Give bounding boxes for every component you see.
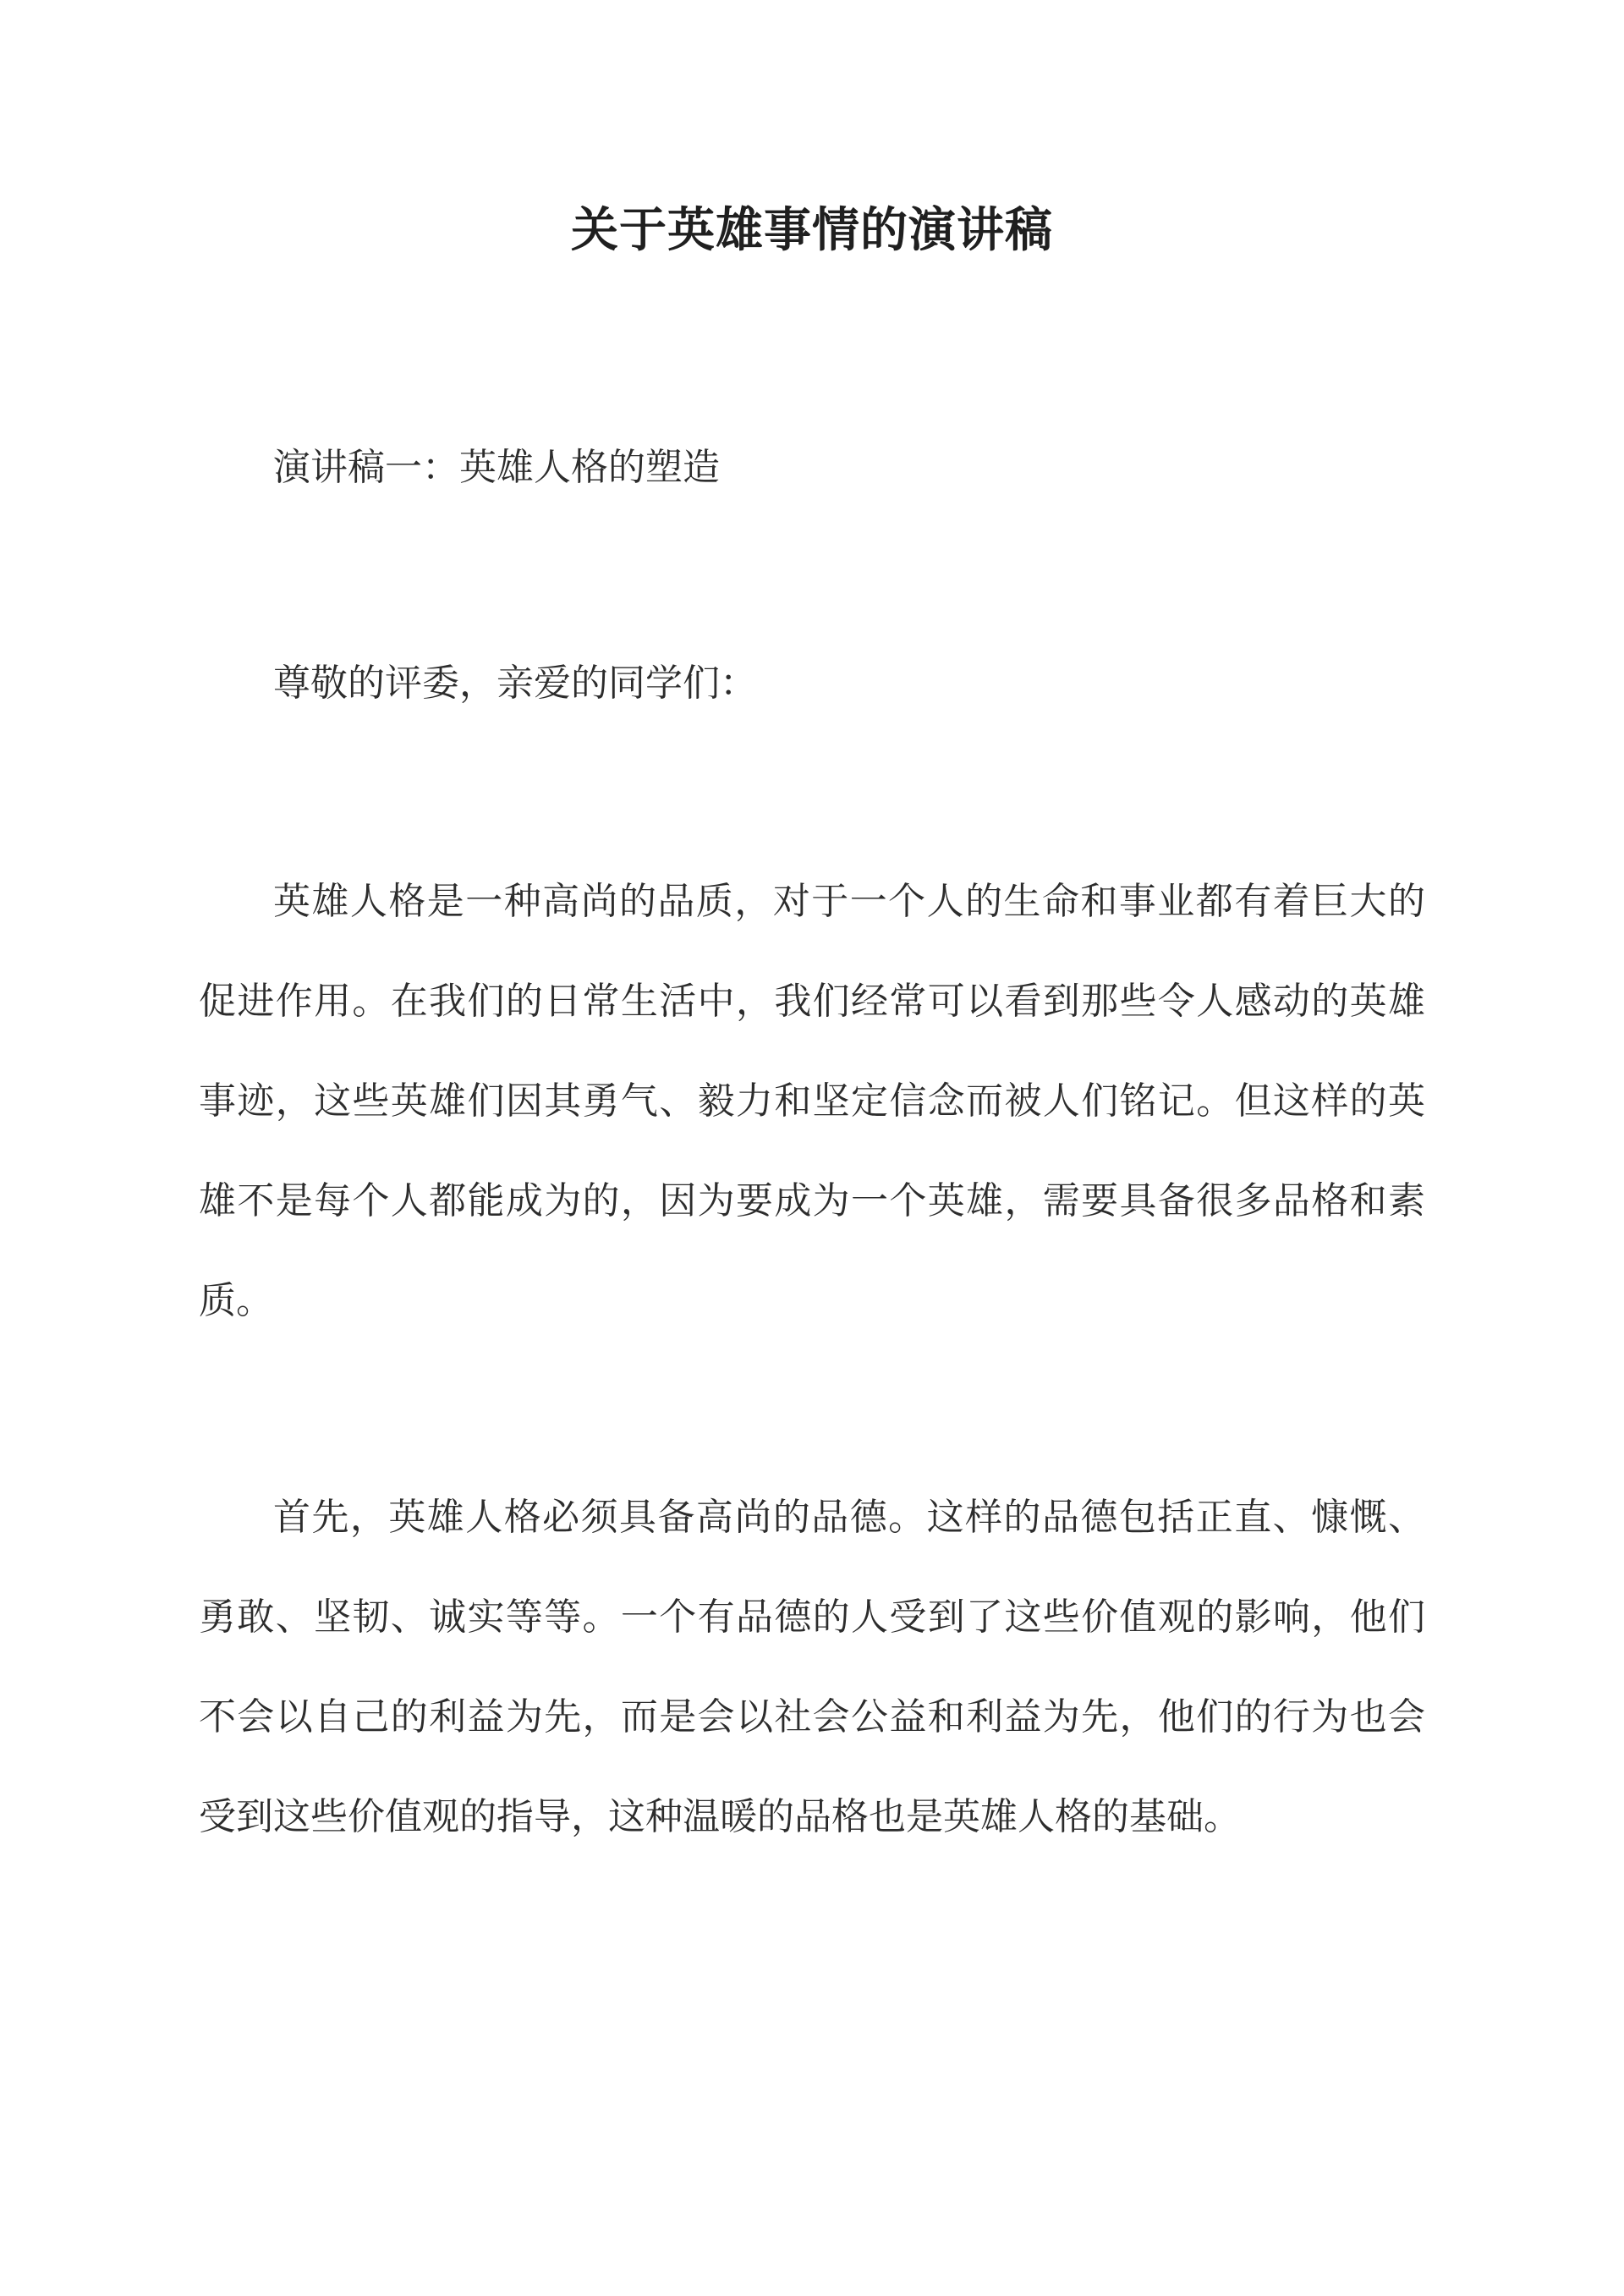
document-title: 关于英雄事情的演讲稿 xyxy=(571,202,1053,258)
speech-subtitle: 演讲稿一：英雄人格的塑造 xyxy=(273,446,720,489)
greeting-paragraph: 尊敬的评委，亲爱的同学们： xyxy=(273,662,757,705)
body-paragraph-2: 首先，英雄人格必须具备高尚的品德。这样的品德包括正直、慷慨、勇敢、坚韧、诚实等等。一个有品德的人受到了这些价值观的影响，他们不会以自己的利益为先，而是会以社会公益和利益为先，他们的行为也会受到这些价值观的指导，这种温暖的品格也是英雄人格的基础。 xyxy=(199,1496,1425,1838)
body-paragraph-1: 英雄人格是一种高尚的品质，对于一个人的生命和事业都有着巨大的促进作用。在我们的日常生活中，我们经常可以看到那些令人感动的英雄事迹，这些英雄们因其勇气、毅力和坚定信念而被人们铭记。但这样的英雄不是每个人都能成为的，因为要成为一个英雄，需要具备很多品格和素质。 xyxy=(199,880,1425,1322)
